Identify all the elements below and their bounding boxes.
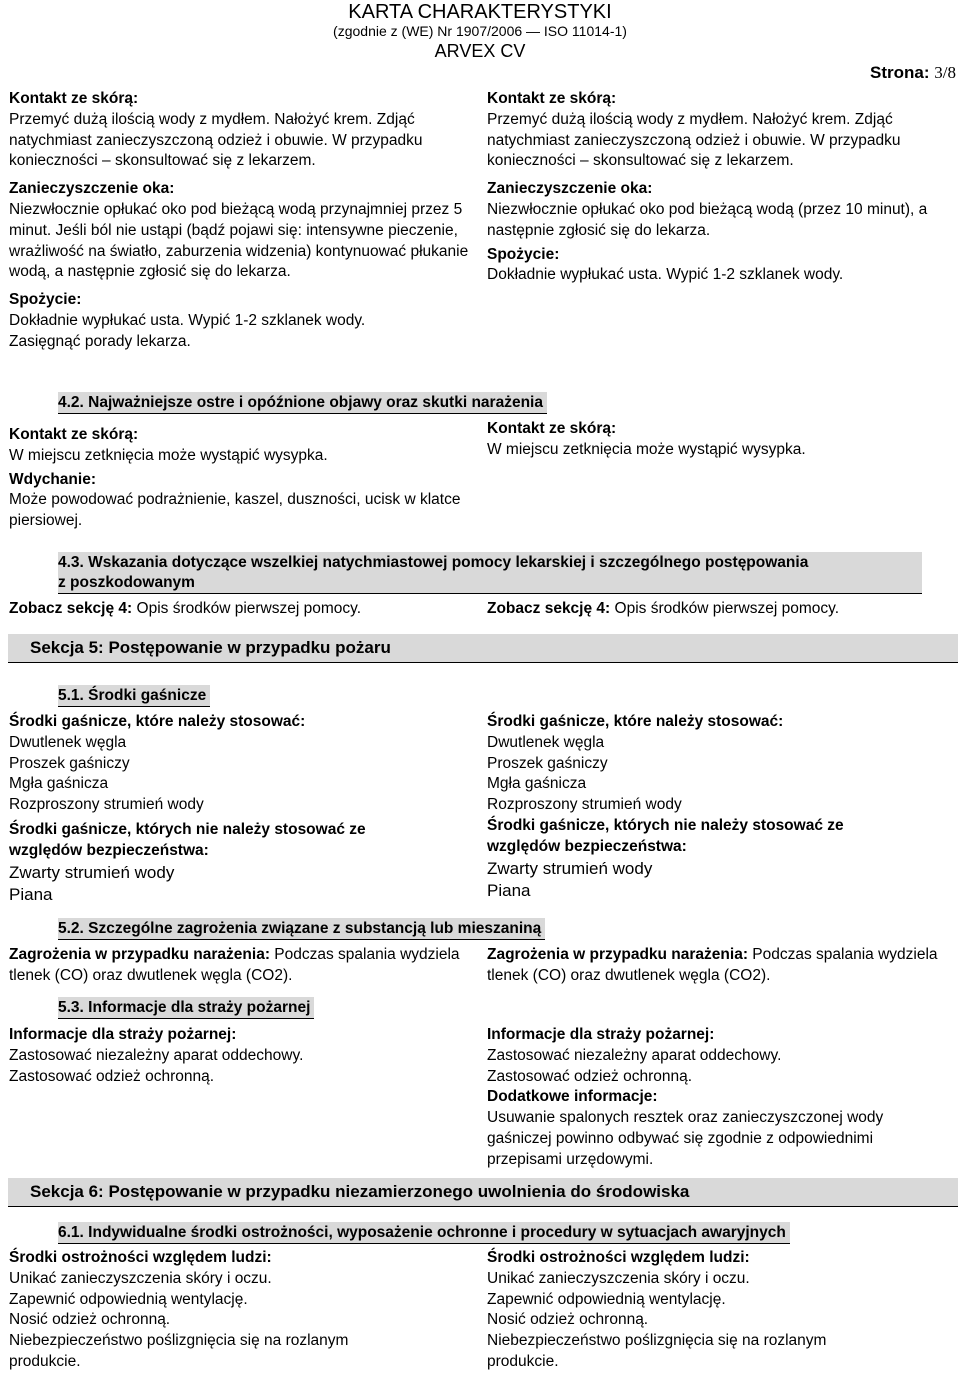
section-6-heading: Sekcja 6: Postępowanie w przypadku niezamierzonego uwolnienia do środowiska	[8, 1178, 958, 1207]
subsection-5-3-heading	[58, 997, 314, 1019]
firefighters-label: Informacje dla straży pożarnej:	[487, 1026, 715, 1043]
suitable-media-item: Proszek gaśniczy	[9, 754, 130, 772]
precautions-line: Unikać zanieczyszczenia skóry i oczu.	[9, 1269, 272, 1287]
subsection-number: 5.2.	[58, 920, 84, 937]
subsection-title: Indywidualne środki ostrożności, wyposażenie ochronne i procedury w sytuacjach awaryjnych	[88, 1224, 786, 1241]
firefighters-line: Zastosować odzież ochronną.	[9, 1067, 215, 1085]
reference-text: Opis środków pierwszej pomocy.	[614, 600, 840, 617]
subsection-number: 5.1.	[58, 687, 84, 704]
inhalation-label: Wdychanie:	[9, 470, 96, 488]
medical-ref-left	[9, 599, 475, 620]
first-aid-right	[487, 89, 953, 286]
suitable-media-item: Dwutlenek węgla	[487, 733, 605, 751]
symptoms-right	[487, 419, 953, 461]
unsuitable-media-label: Środki gaśnicze, których nie należy stosować ze względów bezpieczeństwa:	[487, 816, 844, 855]
suitable-media-item: Rozproszony strumień wody	[487, 796, 682, 814]
extinguishing-right	[487, 712, 953, 902]
precautions-line: Zapewnić odpowiednią wentylację.	[9, 1290, 248, 1308]
precautions-line: Niebezpieczeństwo poślizgnięcia się na rozlanym produkcie.	[487, 1332, 827, 1370]
eye-contact-label: Zanieczyszczenie oka:	[487, 180, 653, 198]
first-aid-left	[9, 89, 475, 353]
reference-text: Opis środków pierwszej pomocy.	[136, 600, 362, 617]
skin-contact-label: Kontakt ze skórą:	[9, 90, 139, 107]
page-number	[870, 63, 956, 83]
subsection-4-3-heading	[58, 552, 922, 594]
hazard-text: Podczas spalania wydziela tlenek (CO) oraz dwutlenek węgla (CO2).	[487, 946, 938, 984]
hazard-label: Zagrożenia w przypadku narażenia:	[9, 946, 270, 963]
suitable-media-label: Środki gaśnicze, które należy stosować:	[487, 713, 784, 730]
skin-contact-text: W miejscu zetknięcia może wystąpić wysypka.	[9, 446, 328, 464]
document-title: KARTA CHARAKTERYSTYKI	[348, 1, 612, 23]
ingestion-text: Dokładnie wypłukać usta. Wypić 1-2 szklanek wody.	[487, 266, 844, 284]
precautions-line: Niebezpieczeństwo poślizgnięcia się na rozlanym produkcie.	[9, 1332, 349, 1370]
firefighters-line: Zastosować niezależny aparat oddechowy.	[9, 1046, 304, 1064]
section-5-heading: Sekcja 5: Postępowanie w przypadku pożaru	[8, 634, 958, 663]
skin-contact-label: Kontakt ze skórą:	[9, 426, 139, 443]
medical-ref-right	[487, 599, 953, 620]
reference-label: Zobacz sekcję 4:	[9, 600, 133, 617]
additional-info-text: Usuwanie spalonych resztek oraz zanieczyszczonej wody gaśniczej powinno odbywać się zgodnie z odpowiednimi przepisami urzędowymi.	[487, 1109, 884, 1168]
eye-contact-text: Niezwłocznie opłukać oko pod bieżącą wodą przynajmniej przez 5 minut. Jeśli ból nie ustąpi (bądź pojawi się: intensywne pieczenie, wrażliwość na światło, zaburzenia widzenia) kontynuować płukanie wodą, a następnie zgłosić się do lekarza.	[9, 200, 469, 281]
subsection-title: Wskazania dotyczące wszelkiej natychmiastowej pomocy lekarskiej i szczególnego postępowania	[88, 554, 809, 571]
precautions-line: Nosić odzież ochronną.	[9, 1311, 171, 1329]
ingestion-label: Spożycie:	[487, 245, 560, 263]
additional-info-label: Dodatkowe informacje:	[487, 1088, 658, 1106]
subsection-title: Najważniejsze ostre i opóźnione objawy oraz skutki narażenia	[88, 394, 543, 411]
reference-label: Zobacz sekcję 4:	[487, 600, 611, 617]
subsection-title: Szczególne zagrożenia związane z substancją lub mieszaniną	[88, 920, 542, 937]
subsection-title: Środki gaśnicze	[88, 687, 207, 704]
subsection-number: 5.3.	[58, 999, 84, 1016]
subsection-5-2-heading	[58, 918, 545, 940]
unsuitable-media-label: Środki gaśnicze, których nie należy stosować ze względów bezpieczeństwa:	[9, 820, 366, 859]
precautions-line: Unikać zanieczyszczenia skóry i oczu.	[487, 1269, 750, 1287]
document-subtitle: (zgodnie z (WE) Nr 1907/2006 — ISO 11014-1)	[333, 23, 627, 39]
subsection-title-line2: z poszkodowanym	[58, 574, 195, 591]
subsection-number: 4.3.	[58, 554, 84, 571]
unsuitable-media-item: Piana	[487, 880, 531, 900]
personal-precautions-left	[9, 1248, 449, 1373]
subsection-6-1-heading	[58, 1222, 790, 1244]
precautions-label: Środki ostrożności względem ludzi:	[9, 1249, 272, 1266]
firefighters-line: Zastosować odzież ochronną.	[487, 1067, 693, 1085]
skin-contact-text: W miejscu zetknięcia może wystąpić wysypka.	[487, 440, 806, 458]
eye-contact-text: Niezwłocznie opłukać oko pod bieżącą wodą (przez 10 minut), a następnie zgłosić się do lekarza.	[487, 200, 928, 239]
ingestion-text: Dokładnie wypłukać usta. Wypić 1-2 szklanek wody.	[9, 311, 366, 329]
suitable-media-item: Proszek gaśniczy	[487, 754, 608, 772]
subsection-number: 4.2.	[58, 394, 84, 411]
inhalation-text: Może powodować podrażnienie, kaszel, duszności, ucisk w klatce piersiowej.	[9, 491, 461, 530]
subsection-5-1-heading	[58, 685, 210, 707]
precautions-line: Nosić odzież ochronną.	[487, 1311, 649, 1329]
subsection-4-2-heading	[58, 392, 547, 414]
ingestion-label: Spożycie:	[9, 291, 82, 309]
ingestion-text-2: Zasięgnąć porady lekarza.	[9, 332, 191, 350]
special-hazards-right	[487, 945, 942, 987]
special-hazards-left	[9, 945, 464, 987]
page-value: 3/8	[934, 63, 956, 82]
hazard-text: Podczas spalania wydziela tlenek (CO) oraz dwutlenek węgla (CO2).	[9, 946, 460, 984]
eye-contact-label: Zanieczyszczenie oka:	[9, 180, 175, 198]
suitable-media-item: Mgła gaśnicza	[9, 775, 109, 793]
firefighters-left	[9, 1025, 475, 1087]
personal-precautions-right	[487, 1248, 927, 1373]
extinguishing-left	[9, 712, 475, 906]
skin-contact-label: Kontakt ze skórą:	[487, 420, 617, 437]
precautions-label: Środki ostrożności względem ludzi:	[487, 1249, 750, 1266]
unsuitable-media-item: Piana	[9, 884, 53, 904]
skin-contact-text: Przemyć dużą ilością wody z mydłem. Nałożyć krem. Zdjąć natychmiast zanieczyszczoną odzież i obuwie. W przypadku konieczności – skonsultować się z lekarzem.	[487, 110, 901, 170]
skin-contact-text: Przemyć dużą ilością wody z mydłem. Nałożyć krem. Zdjąć natychmiast zanieczyszczoną odzież i obuwie. W przypadku konieczności – skonsultować się z lekarzem.	[9, 110, 423, 170]
suitable-media-item: Rozproszony strumień wody	[9, 796, 204, 814]
symptoms-left	[9, 425, 475, 532]
subsection-number: 6.1.	[58, 1224, 84, 1241]
unsuitable-media-item: Zwarty strumień wody	[487, 858, 653, 878]
suitable-media-item: Dwutlenek węgla	[9, 733, 127, 751]
firefighters-line: Zastosować niezależny aparat oddechowy.	[487, 1046, 782, 1064]
document-header	[0, 0, 960, 62]
firefighters-label: Informacje dla straży pożarnej:	[9, 1026, 237, 1043]
hazard-label: Zagrożenia w przypadku narażenia:	[487, 946, 748, 963]
suitable-media-item: Mgła gaśnicza	[487, 775, 587, 793]
firefighters-right	[487, 1025, 927, 1171]
subsection-title: Informacje dla straży pożarnej	[88, 999, 311, 1016]
precautions-line: Zapewnić odpowiednią wentylację.	[487, 1290, 726, 1308]
suitable-media-label: Środki gaśnicze, które należy stosować:	[9, 713, 306, 730]
page-label: Strona:	[870, 63, 930, 82]
product-name: ARVEX CV	[434, 41, 526, 61]
skin-contact-label: Kontakt ze skórą:	[487, 90, 617, 107]
unsuitable-media-item: Zwarty strumień wody	[9, 862, 175, 882]
